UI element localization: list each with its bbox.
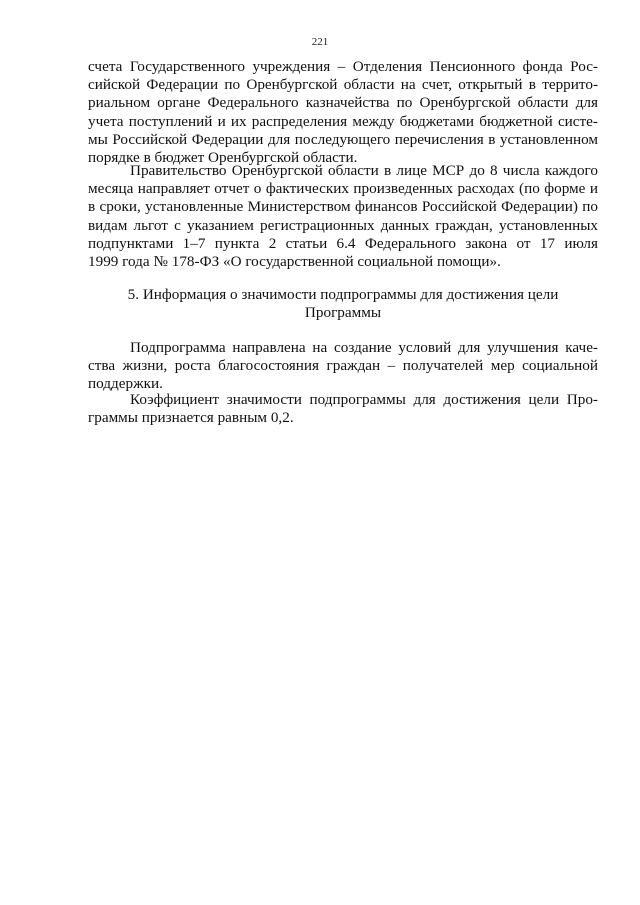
paragraph-line: Подпрограмма направлена на создание условий для улучшения каче-: [130, 339, 598, 356]
paragraph-line: граммы признается равным 0,2.: [88, 409, 294, 427]
paragraph-treasury-account: [88, 58, 598, 167]
paragraph-line: Правительство Оренбургской области в лице МСР до 8 числа каждого: [130, 162, 598, 179]
paragraph-significance-coefficient: [88, 391, 598, 427]
paragraph-line: 1999 года № 178-ФЗ «О государственной социальной помощи».: [88, 253, 501, 271]
paragraph-line: порядке в бюджет Оренбургской области.: [88, 149, 358, 167]
section-heading-line: Программы: [304, 304, 382, 322]
paragraph-line: мы Российской Федерации для последующего перечисления в установленном: [88, 130, 598, 148]
paragraph-line: месяца направляет отчет о фактических произведенных расходах (по форме и: [88, 180, 598, 198]
paragraph-government-report: [88, 162, 598, 271]
paragraph-line: в сроки, установленные Министерством финансов Российской Федерации) по: [88, 198, 598, 216]
paragraph-line: Коэффициент значимости подпрограммы для достижения цели Про-: [130, 391, 598, 408]
section-heading: [88, 286, 598, 322]
paragraph-line: сийской Федерации по Оренбургской области на счет, открытый в террито-: [88, 76, 598, 94]
paragraph-line: ства жизни, роста благосостояния граждан – получателей мер социальной: [88, 357, 598, 375]
page-number: 221: [311, 36, 329, 48]
paragraph-line: риальном органе Федерального казначейства по Оренбургской области для: [88, 94, 598, 112]
paragraph-line: счета Государственного учреждения – Отделения Пенсионного фонда Рос-: [88, 58, 598, 75]
paragraph-line: подпунктами 1–7 пункта 2 статьи 6.4 Федерального закона от 17 июля: [88, 234, 598, 252]
paragraph-line: видам льгот с указанием регистрационных данных граждан, установленных: [88, 216, 598, 234]
paragraph-subprogram-purpose: [88, 339, 598, 394]
paragraph-line: поддержки.: [88, 375, 163, 393]
paragraph-line: учета поступлений и их распределения между бюджетами бюджетной систе-: [88, 112, 598, 130]
section-heading-line: 5. Информация о значимости подпрограммы для достижения цели: [127, 286, 559, 303]
